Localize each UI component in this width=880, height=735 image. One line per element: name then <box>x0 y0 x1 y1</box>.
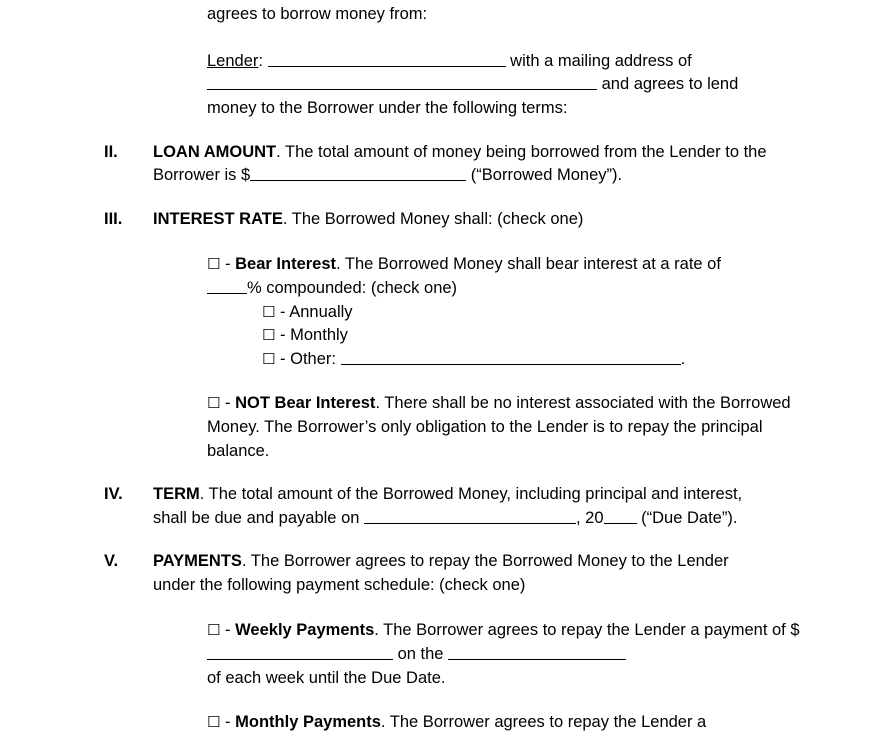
section-text <box>153 483 773 530</box>
section-interest-rate <box>0 208 880 232</box>
lender-address-blank[interactable] <box>207 74 597 91</box>
checkbox-icon[interactable]: ☐ <box>207 713 221 732</box>
lender-label: Lender <box>207 51 259 70</box>
option-label: Bear Interest <box>235 255 337 274</box>
weekly-payment-amount-blank[interactable] <box>207 643 393 660</box>
option-dash: - <box>225 713 231 732</box>
option-label: NOT Bear Interest <box>235 394 376 413</box>
interest-rate-percent-blank[interactable] <box>207 277 247 294</box>
loan-amount-blank[interactable] <box>250 164 466 181</box>
section-heading: INTEREST RATE <box>153 209 283 228</box>
section-numeral: II. <box>104 142 118 161</box>
suboption-dash: - <box>280 326 286 345</box>
option-weekly-payments[interactable] <box>0 619 807 690</box>
option-dash: - <box>225 621 231 640</box>
option-text-part1: . The Borrowed Money shall bear interest at a rate of <box>336 255 721 274</box>
option-text-part3: of each week until the Due Date. <box>207 668 446 687</box>
option-text-part2: % compounded: (check one) <box>247 278 458 297</box>
section-text <box>153 141 773 188</box>
section-loan-amount <box>0 141 880 188</box>
section-payments <box>0 550 880 597</box>
section-text <box>153 208 773 232</box>
section-heading: PAYMENTS <box>153 552 242 571</box>
payments-text: . The Borrower agrees to repay the Borrowed Money to the Lender under the following payment schedule: (check one) <box>153 552 729 594</box>
other-compounding-blank[interactable] <box>341 348 681 365</box>
term-text-before: . The total amount of the Borrowed Money, including principal and interest, shall be due and payable on <box>153 485 743 527</box>
section-text <box>153 550 773 597</box>
loan-amount-text-after: (“Borrowed Money”). <box>470 166 623 185</box>
suboption-label: Annually <box>289 302 353 321</box>
option-dash: - <box>225 394 231 413</box>
suboption-dash: - <box>280 302 286 321</box>
loan-amount-text-before: . The total amount of money being borrowed from the Lender to the Borrower is $ <box>153 142 767 185</box>
lender-paragraph: Lender: with a mailing address of and agrees to lend money to the Borrower under the following terms: <box>207 51 739 117</box>
checkbox-icon[interactable]: ☐ <box>262 349 276 368</box>
option-label: Weekly Payments <box>235 621 375 640</box>
section-heading: LOAN AMOUNT <box>153 142 277 161</box>
checkbox-icon[interactable]: ☐ <box>262 326 276 345</box>
suboption-trailing: . <box>680 349 686 368</box>
suboption-dash: - <box>280 349 286 368</box>
term-text-mid: , 20 <box>576 508 604 527</box>
suboption-other[interactable] <box>262 348 822 372</box>
intro-paragraph <box>0 0 879 26</box>
lender-line2-text: and agrees to lend <box>601 75 739 94</box>
option-label: Monthly Payments <box>235 713 381 732</box>
term-text-after: (“Due Date”). <box>641 508 738 527</box>
section-numeral: IV. <box>104 485 123 504</box>
weekly-payment-day-blank[interactable] <box>448 643 626 660</box>
interest-compounding-options <box>0 301 822 372</box>
section-term <box>0 483 880 530</box>
option-monthly-payments[interactable] <box>0 711 807 735</box>
checkbox-icon[interactable]: ☐ <box>262 302 276 321</box>
option-text: . The Borrower agrees to repay the Lender a <box>380 713 707 732</box>
option-dash: - <box>225 255 231 274</box>
section-numeral: III. <box>104 209 123 228</box>
suboption-label: Other: <box>290 349 336 368</box>
suboption-monthly[interactable] <box>262 324 822 348</box>
lender-mailing-text: with a mailing address of <box>510 51 692 70</box>
checkbox-icon[interactable]: ☐ <box>207 394 221 413</box>
option-bear-interest[interactable] <box>0 253 807 300</box>
lender-name-blank[interactable] <box>268 50 506 67</box>
checkbox-icon[interactable]: ☐ <box>207 255 221 274</box>
interest-rate-text: . The Borrowed Money shall: (check one) <box>282 209 584 228</box>
lender-line3-text: money to the Borrower under the following terms: <box>207 98 568 117</box>
due-year-blank[interactable] <box>604 507 637 524</box>
option-not-bear-interest[interactable] <box>0 392 807 463</box>
option-text: . There shall be no interest associated with the Borrowed Money. The Borrower’s only obligation to the Lender is to repay the principal balance. <box>207 394 791 460</box>
suboption-annually[interactable] <box>262 301 822 325</box>
section-numeral: V. <box>104 552 119 571</box>
suboption-label: Monthly <box>290 326 348 345</box>
checkbox-icon[interactable]: ☐ <box>207 621 221 640</box>
due-date-blank[interactable] <box>364 507 576 524</box>
section-heading: TERM <box>153 485 200 504</box>
intro-line2-text: agrees to borrow money from: <box>207 4 428 23</box>
option-text-part1: . The Borrower agrees to repay the Lender a payment of $ <box>374 621 800 640</box>
option-text-part2: on the <box>397 645 444 664</box>
